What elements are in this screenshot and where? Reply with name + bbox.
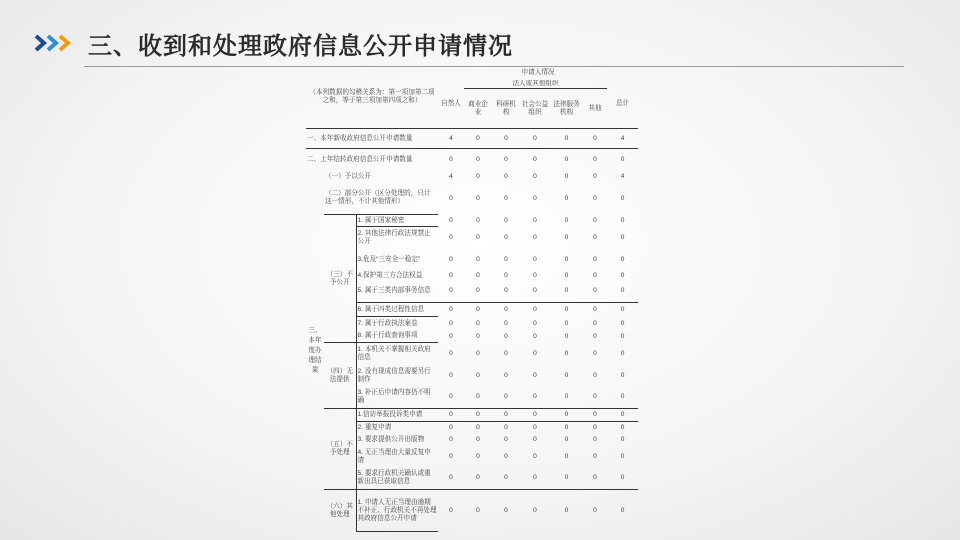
cell: 0 [438, 387, 464, 409]
cell: 0 [593, 319, 597, 327]
cell: 0 [593, 452, 597, 460]
cell: 0 [464, 281, 492, 303]
cell: 0 [593, 423, 597, 431]
cell: 0 [533, 271, 537, 279]
cell: 0 [620, 506, 625, 514]
cell: 0 [620, 452, 625, 460]
cell: 0 [593, 435, 597, 443]
table-row [306, 303, 638, 317]
cell: 0 [593, 349, 597, 357]
cell: 0 [504, 349, 508, 357]
cell: 0 [550, 409, 583, 422]
cell: 0 [593, 305, 597, 313]
table-row [306, 387, 638, 409]
table-row [306, 183, 638, 215]
col-research: 科研机构 [492, 89, 520, 129]
cell: 0 [520, 468, 550, 490]
cell: 0 [533, 319, 537, 327]
cell: 0 [504, 233, 508, 241]
col-commercial: 商业企业 [464, 89, 492, 129]
table-row [306, 343, 638, 365]
cell: 0 [476, 423, 480, 431]
cell: 0 [504, 216, 508, 224]
cell: 0 [533, 233, 537, 241]
cell: 0 [593, 506, 597, 514]
cell: 0 [593, 172, 597, 180]
cell: 0 [583, 387, 607, 409]
cell: 0 [520, 409, 550, 422]
cell: 0 [620, 332, 625, 340]
cell: 0 [438, 409, 464, 422]
row-label: 1. 属于国家秘密 [356, 215, 438, 227]
cell: 0 [620, 319, 625, 327]
cell: 0 [504, 319, 508, 327]
cell: 0 [449, 506, 453, 514]
cell: 0 [464, 387, 492, 409]
row-label: 2. 重复申请 [356, 422, 438, 434]
page-title: 三、收到和处理政府信息公开申请情况 [88, 32, 513, 60]
cell: 0 [564, 216, 569, 224]
cell: 0 [492, 409, 520, 422]
cell: 0 [564, 349, 569, 357]
row-label: 8. 属于行政查询事项 [356, 331, 438, 343]
cell: 0 [492, 387, 520, 409]
row-label: （二）部分公开（区分处理的，只计这一情形，不计其他情形） [324, 183, 438, 215]
cell: 0 [593, 255, 597, 263]
cell: 0 [476, 233, 480, 241]
cell: 0 [620, 435, 625, 443]
cell: 0 [449, 194, 453, 202]
cell: 0 [449, 371, 453, 379]
cell: 0 [520, 129, 550, 149]
cell: 0 [449, 216, 453, 224]
row-label: 二、上年结转政府信息公开申请数量 [307, 155, 413, 163]
cell: 0 [564, 319, 569, 327]
cell: 0 [593, 332, 597, 340]
table-row [306, 434, 638, 446]
cell: 0 [504, 506, 508, 514]
cell: 0 [620, 271, 625, 279]
cell: 0 [564, 452, 569, 460]
cell: 0 [449, 255, 453, 263]
cell: 0 [504, 271, 508, 279]
cell: 4 [607, 129, 638, 149]
cell: 0 [620, 371, 625, 379]
cell: 0 [620, 349, 625, 357]
table-row [306, 490, 638, 532]
cell: 0 [583, 468, 607, 490]
table-row [306, 129, 638, 149]
cell: 0 [476, 349, 480, 357]
table-row [306, 468, 638, 490]
cell: 0 [504, 172, 508, 180]
cell: 0 [620, 155, 625, 163]
cell: 0 [476, 172, 480, 180]
cell: 0 [607, 387, 638, 409]
cell: 0 [492, 281, 520, 303]
cell: 0 [504, 435, 508, 443]
cell: 0 [583, 281, 607, 303]
cell: 0 [504, 423, 508, 431]
cell: 0 [593, 155, 597, 163]
cell: 0 [607, 468, 638, 490]
cell: 0 [533, 305, 537, 313]
cell: 0 [449, 271, 453, 279]
cell: 0 [564, 332, 569, 340]
cell: 0 [449, 435, 453, 443]
cell: 0 [504, 155, 508, 163]
corner-note: （本列数据的勾稽关系为：第一项加第二项之和，等于第三项加第四项之和） [306, 66, 438, 129]
row-label: 2. 没有现成信息需要另行制作 [356, 365, 438, 387]
table-row [306, 331, 638, 343]
cell: 0 [476, 216, 480, 224]
row-label: 一、本年新收政府信息公开申请数量 [306, 129, 438, 149]
cell: 0 [504, 255, 508, 263]
cell: 0 [607, 409, 638, 422]
cell: 0 [476, 506, 480, 514]
col-other: 其他 [583, 89, 607, 129]
row-label: 7. 属于行政执法案卷 [356, 317, 438, 331]
cell: 0 [593, 371, 597, 379]
row-label: （一）予以公开 [325, 172, 372, 180]
cell: 0 [620, 216, 625, 224]
cell: 0 [620, 255, 625, 263]
sub5-label: （五）不予处理 [324, 409, 356, 490]
cell: 0 [533, 371, 537, 379]
row-label: 4. 无正当理由大量反复申请 [356, 446, 438, 468]
table-row [306, 446, 638, 468]
sub3-label: （三）不予公开 [324, 215, 356, 343]
slide-header [34, 26, 513, 60]
table-row [306, 149, 638, 171]
cell: 0 [550, 281, 583, 303]
row-label: 3. 补正后申请内容仍不明确 [356, 387, 438, 409]
cell: 0 [464, 129, 492, 149]
cell: 4 [449, 172, 453, 180]
cell: 0 [564, 506, 569, 514]
cell: 0 [476, 305, 480, 313]
cell: 0 [583, 409, 607, 422]
sub4-label: （四）无法提供 [324, 343, 356, 409]
cell: 0 [593, 233, 597, 241]
cell: 0 [464, 468, 492, 490]
cell: 0 [504, 452, 508, 460]
cell: 0 [476, 255, 480, 263]
cell: 0 [492, 129, 520, 149]
cell: 0 [476, 194, 480, 202]
cell: 0 [449, 233, 453, 241]
cell: 0 [564, 305, 569, 313]
cell: 0 [564, 172, 569, 180]
row-label: 3. 要求提供公开出版物 [356, 434, 438, 446]
cell: 0 [564, 194, 569, 202]
cell: 0 [533, 423, 537, 431]
cell: 0 [438, 281, 464, 303]
cell: 0 [550, 468, 583, 490]
legal-header: 法人或其他组织 [464, 80, 607, 89]
row-label: 2. 其他法律行政法规禁止公开 [356, 227, 438, 249]
cell: 0 [533, 332, 537, 340]
cell: 0 [464, 409, 492, 422]
cell: 0 [449, 349, 453, 357]
cell: 0 [476, 332, 480, 340]
row-label: 3.危及“三安全一稳定” [356, 249, 438, 271]
cell: 0 [583, 129, 607, 149]
cell: 0 [564, 255, 569, 263]
cell: 0 [449, 319, 453, 327]
row-label: 5. 要求行政机关确认或重新出具已获取信息 [356, 468, 438, 490]
cell: 0 [533, 349, 537, 357]
cell: 0 [564, 371, 569, 379]
disclosure-table-container [306, 66, 638, 532]
table-row [306, 422, 638, 434]
cell: 4 [438, 129, 464, 149]
cell: 0 [550, 387, 583, 409]
cell: 0 [449, 452, 453, 460]
cell: 0 [476, 271, 480, 279]
cell: 0 [504, 194, 508, 202]
row-label: 1. 申请人无正当理由逾期不补正、行政机关不再处理其政府信息公开申请 [356, 490, 438, 532]
table-row [306, 249, 638, 271]
cell: 0 [476, 435, 480, 443]
cell: 0 [533, 452, 537, 460]
cell: 0 [593, 194, 597, 202]
section3-label: 三、本年度办理结果 [308, 327, 322, 374]
cell: 0 [504, 371, 508, 379]
cell: 0 [533, 155, 537, 163]
cell: 0 [533, 172, 537, 180]
cell: 0 [449, 155, 453, 163]
cell: 0 [564, 423, 569, 431]
cell: 0 [607, 281, 638, 303]
cell: 0 [564, 233, 569, 241]
row-label: 1.信访举报投诉类申请 [356, 409, 438, 422]
cell: 0 [533, 506, 537, 514]
cell: 0 [620, 194, 625, 202]
cell: 0 [620, 305, 625, 313]
cell: 0 [438, 468, 464, 490]
cell: 0 [476, 319, 480, 327]
row-label: 5. 属于三类内部事务信息 [356, 281, 438, 303]
table-row [306, 227, 638, 249]
row-label: 4.保护第三方合法权益 [356, 271, 438, 281]
cell: 0 [476, 452, 480, 460]
cell: 0 [550, 129, 583, 149]
table-row [306, 281, 638, 303]
cell: 0 [533, 255, 537, 263]
cell: 0 [564, 435, 569, 443]
cell: 0 [593, 271, 597, 279]
cell: 0 [593, 216, 597, 224]
table-row [306, 409, 638, 422]
table-row [306, 271, 638, 281]
row-label: 6. 属于四类过程性信息 [356, 303, 438, 317]
col-social: 社会公益组织 [520, 89, 550, 129]
table-row [306, 365, 638, 387]
disclosure-table [306, 66, 638, 532]
chevron-arrows-icon [34, 34, 74, 52]
cell: 0 [533, 216, 537, 224]
col-natural: 自然人 [438, 80, 464, 129]
cell: 0 [449, 423, 453, 431]
cell: 4 [620, 172, 625, 180]
cell: 0 [476, 155, 480, 163]
cell: 0 [520, 387, 550, 409]
cell: 0 [564, 271, 569, 279]
table-row [306, 171, 638, 183]
cell: 0 [533, 435, 537, 443]
cell: 0 [520, 281, 550, 303]
cell: 0 [620, 423, 625, 431]
col-total: 总计 [607, 80, 638, 129]
table-row [306, 317, 638, 331]
cell: 0 [620, 233, 625, 241]
row-label: 1. 本机关不掌握相关政府信息 [356, 343, 438, 365]
table-row [306, 215, 638, 227]
cell: 0 [449, 305, 453, 313]
cell: 0 [476, 371, 480, 379]
applicant-header: 申请人情况 [521, 69, 555, 76]
cell: 0 [492, 468, 520, 490]
cell: 0 [564, 155, 569, 163]
col-legal-service: 法律服务机构 [550, 89, 583, 129]
cell: 0 [533, 194, 537, 202]
cell: 0 [504, 305, 508, 313]
cell: 0 [449, 332, 453, 340]
cell: 0 [504, 332, 508, 340]
sub6-label: （六）其他处理 [326, 502, 353, 518]
